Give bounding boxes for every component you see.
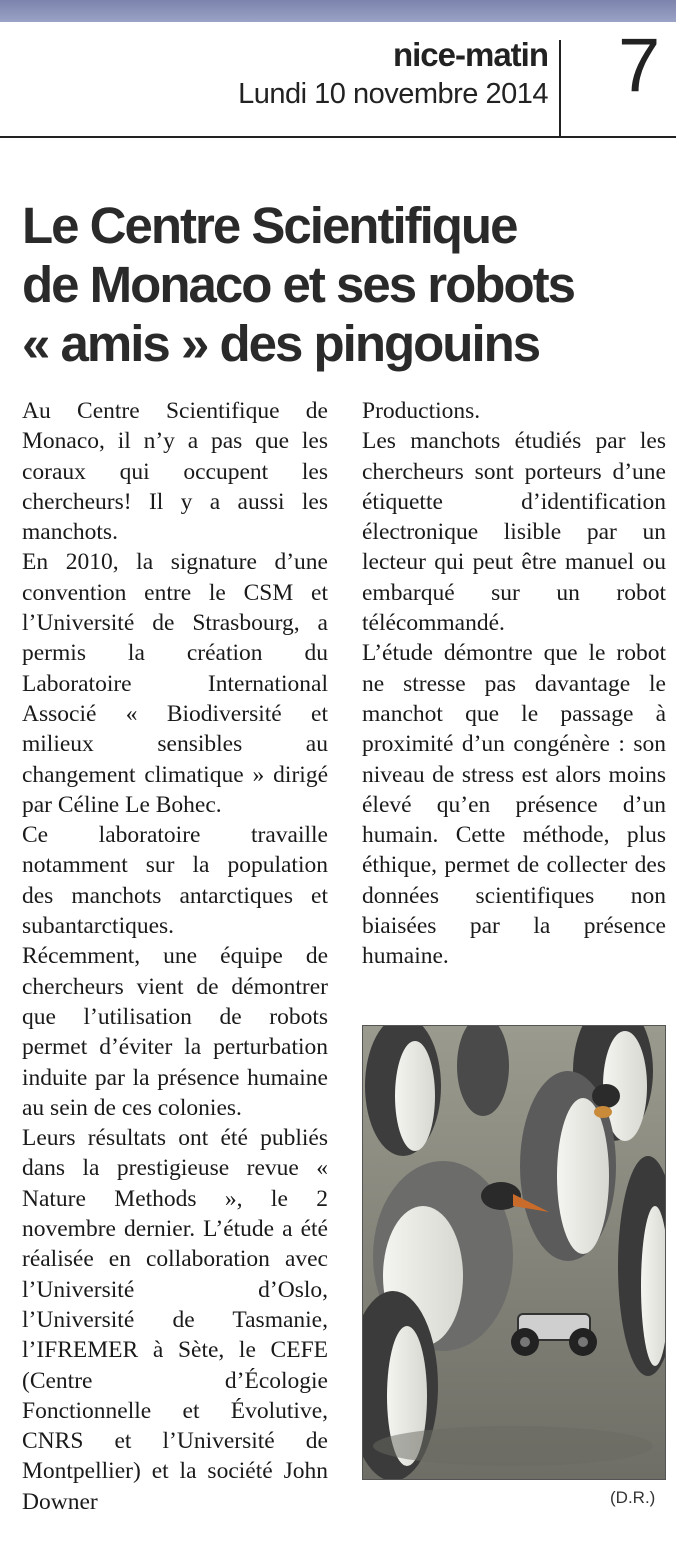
article-paragraph: Au Centre Scientifique de Monaco, il n’y a pas que les coraux qui occupent les chercheurs! Il y a aussi les manchots.	[22, 398, 328, 546]
publication-date: Lundi 10 novembre 2014	[238, 78, 548, 110]
article-headline	[22, 196, 662, 373]
article-paragraph: Ce laboratoire travaille notamment sur la population des manchots antarctiques et subantarctiques.	[22, 822, 328, 940]
page-number: 7	[618, 23, 661, 108]
page-top-color-band	[0, 0, 676, 22]
masthead-divider	[559, 40, 561, 136]
article-paragraph: Récemment, une équipe de chercheurs vient de démontrer que l’utilisation de robots permet d’éviter la perturbation induite par la présence humaine au sein de ces colonies.	[22, 943, 328, 1121]
headline-line: Le Centre Scientifique	[22, 197, 517, 254]
headline-line: « amis » des pingouins	[22, 315, 540, 372]
article-paragraph: Leurs résultats ont été publiés dans la prestigieuse revue « Nature Methods », le 2 novembre dernier. L’étude a été réalisée en collaboration avec l’Université d’Oslo, l’Université de Tasmanie, l’IFREMER à Sète, le CEFE (Centre d’Écologie Fonctionnelle et Évolutive, CNRS et l’Université de Montpellier) et la société John Downer	[22, 1125, 328, 1515]
header-rule	[0, 136, 676, 138]
headline-line: de Monaco et ses robots	[22, 256, 574, 313]
article-paragraph: Les manchots étudiés par les chercheurs sont porteurs d’une étiquette d’identification électronique lisible par un lecteur qui peut être manuel ou embarqué sur un robot télécommandé.	[362, 428, 666, 637]
article-paragraph: Productions.	[362, 398, 481, 424]
article-column-right	[362, 396, 666, 972]
article-paragraph: L’étude démontre que le robot ne stresse pas davantage le manchot que le passage à proximité d’un congénère : son niveau de stress est alors moins élevé qu’en présence d’un humain. Cette méthode, plus éthique, permet de collecter des données scientifiques non biaisées par la présence humaine.	[362, 640, 666, 970]
newspaper-name: nice-matin	[392, 36, 548, 73]
photo-illustration	[363, 1026, 665, 1479]
photo-credit: (D.R.)	[610, 1488, 656, 1507]
article-paragraph: En 2010, la signature d’une convention entre le CSM et l’Université de Strasbourg, a permis la création du Laboratoire International Associé « Biodiversité et milieux sensibles au changement climatique » dirigé par Céline Le Bohec.	[22, 549, 328, 818]
penguin-robot-photo	[362, 1025, 666, 1480]
article-column-left	[22, 396, 328, 1517]
